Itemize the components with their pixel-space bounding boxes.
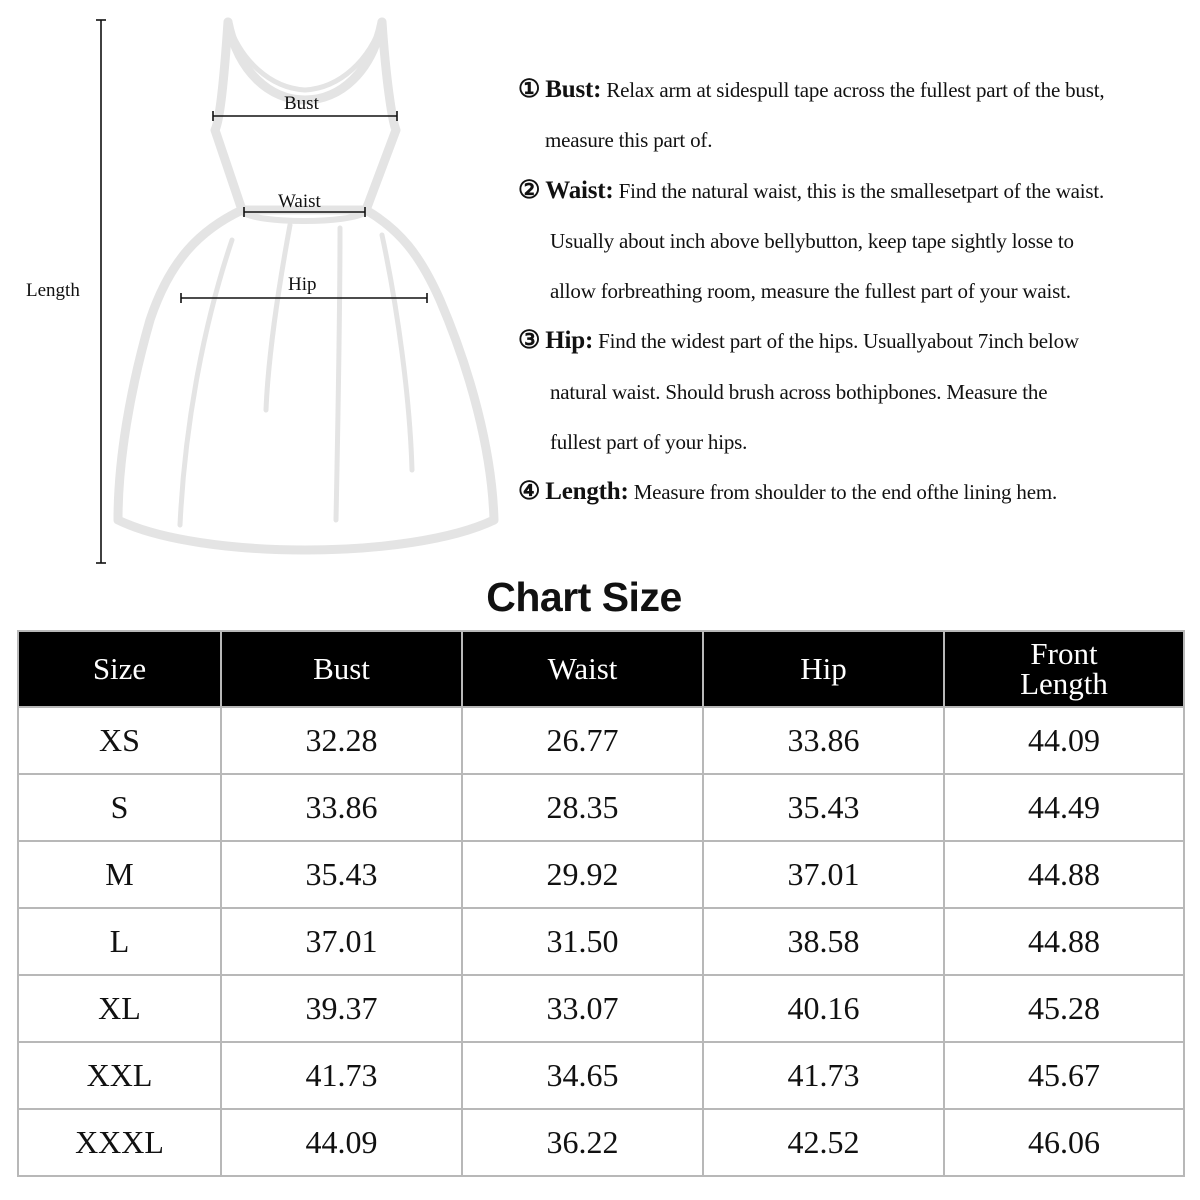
measurement-instructions bbox=[518, 68, 1190, 521]
waist-cell: 26.77 bbox=[462, 707, 703, 774]
size-cell: XXL bbox=[18, 1042, 221, 1109]
length-marker: ④ bbox=[518, 478, 541, 506]
waist-text-line: allow forbreathing room, measure the fullest part of your waist. bbox=[550, 279, 1071, 304]
waist-cell: 36.22 bbox=[462, 1109, 703, 1176]
bust-text-line: Relax arm at sidespull tape across the fullest part of the bust, bbox=[606, 78, 1105, 102]
bust-cell: 44.09 bbox=[221, 1109, 462, 1176]
front-length-cell: 44.88 bbox=[944, 908, 1184, 975]
bust-label: Bust bbox=[284, 93, 319, 114]
length-instruction bbox=[518, 470, 1190, 520]
front-length-cell: 45.28 bbox=[944, 975, 1184, 1042]
hip-cell: 38.58 bbox=[703, 908, 944, 975]
table-row bbox=[18, 774, 1184, 841]
front-length-cell: 44.09 bbox=[944, 707, 1184, 774]
hip-text-line: fullest part of your hips. bbox=[550, 430, 748, 455]
bust-instruction bbox=[518, 68, 1190, 118]
header-length-word: Length bbox=[1020, 666, 1108, 701]
bust-cell: 33.86 bbox=[221, 774, 462, 841]
table-row bbox=[18, 841, 1184, 908]
hip-marker: ③ bbox=[518, 327, 541, 355]
waist-label: Waist bbox=[278, 191, 321, 212]
waist-cell: 29.92 bbox=[462, 841, 703, 908]
size-cell: L bbox=[18, 908, 221, 975]
front-length-cell: 44.88 bbox=[944, 841, 1184, 908]
table-row bbox=[18, 1109, 1184, 1176]
bust-cell: 41.73 bbox=[221, 1042, 462, 1109]
hip-cell: 41.73 bbox=[703, 1042, 944, 1109]
chart-title: Chart Size bbox=[486, 574, 682, 620]
size-cell: XS bbox=[18, 707, 221, 774]
waist-cell: 28.35 bbox=[462, 774, 703, 841]
header-bust: Bust bbox=[221, 631, 462, 707]
bust-marker: ① bbox=[518, 76, 541, 103]
waist-cell: 31.50 bbox=[462, 908, 703, 975]
table-row bbox=[18, 1042, 1184, 1109]
header-waist: Waist bbox=[462, 631, 703, 707]
waist-title: Waist: bbox=[545, 176, 614, 204]
front-length-cell: 44.49 bbox=[944, 774, 1184, 841]
waist-instruction bbox=[518, 169, 1190, 219]
size-cell: XXXL bbox=[18, 1109, 221, 1176]
size-cell: M bbox=[18, 841, 221, 908]
waist-marker: ② bbox=[518, 176, 541, 204]
bust-text-line: measure this part of. bbox=[545, 128, 713, 153]
table-row bbox=[18, 707, 1184, 774]
header-size: Size bbox=[18, 631, 221, 707]
dress-diagram bbox=[0, 0, 510, 580]
waist-cell: 33.07 bbox=[462, 975, 703, 1042]
front-length-cell: 45.67 bbox=[944, 1042, 1184, 1109]
table-header-row bbox=[18, 631, 1184, 707]
hip-cell: 37.01 bbox=[703, 841, 944, 908]
size-cell: XL bbox=[18, 975, 221, 1042]
table-row bbox=[18, 975, 1184, 1042]
header-front-word: Front bbox=[1030, 636, 1098, 671]
front-length-cell: 46.06 bbox=[944, 1109, 1184, 1176]
waist-text-line: Usually about inch above bellybutton, keep tape sightly losse to bbox=[550, 228, 1074, 253]
length-text-line: Measure from shoulder to the end ofthe lining hem. bbox=[633, 480, 1057, 505]
waist-text-line: Find the natural waist, this is the smallesetpart of the waist. bbox=[618, 178, 1105, 203]
hip-instruction bbox=[518, 319, 1190, 369]
bust-title: Bust: bbox=[545, 76, 602, 103]
hip-text-line: natural waist. Should brush across bothipbones. Measure the bbox=[550, 379, 1048, 404]
bust-cell: 37.01 bbox=[221, 908, 462, 975]
hip-cell: 40.16 bbox=[703, 975, 944, 1042]
size-chart-table bbox=[17, 630, 1185, 1177]
bust-cell: 35.43 bbox=[221, 841, 462, 908]
length-label: Length bbox=[26, 280, 80, 301]
hip-cell: 42.52 bbox=[703, 1109, 944, 1176]
table-row bbox=[18, 908, 1184, 975]
bust-cell: 32.28 bbox=[221, 707, 462, 774]
hip-cell: 33.86 bbox=[703, 707, 944, 774]
hip-title: Hip: bbox=[545, 327, 594, 355]
size-cell: S bbox=[18, 774, 221, 841]
header-hip: Hip bbox=[703, 631, 944, 707]
hip-text-line: Find the widest part of the hips. Usuallyabout 7inch below bbox=[598, 329, 1079, 354]
hip-cell: 35.43 bbox=[703, 774, 944, 841]
header-front-length bbox=[944, 631, 1184, 707]
hip-label: Hip bbox=[288, 274, 317, 295]
bust-cell: 39.37 bbox=[221, 975, 462, 1042]
length-title: Length: bbox=[545, 478, 629, 506]
waist-cell: 34.65 bbox=[462, 1042, 703, 1109]
